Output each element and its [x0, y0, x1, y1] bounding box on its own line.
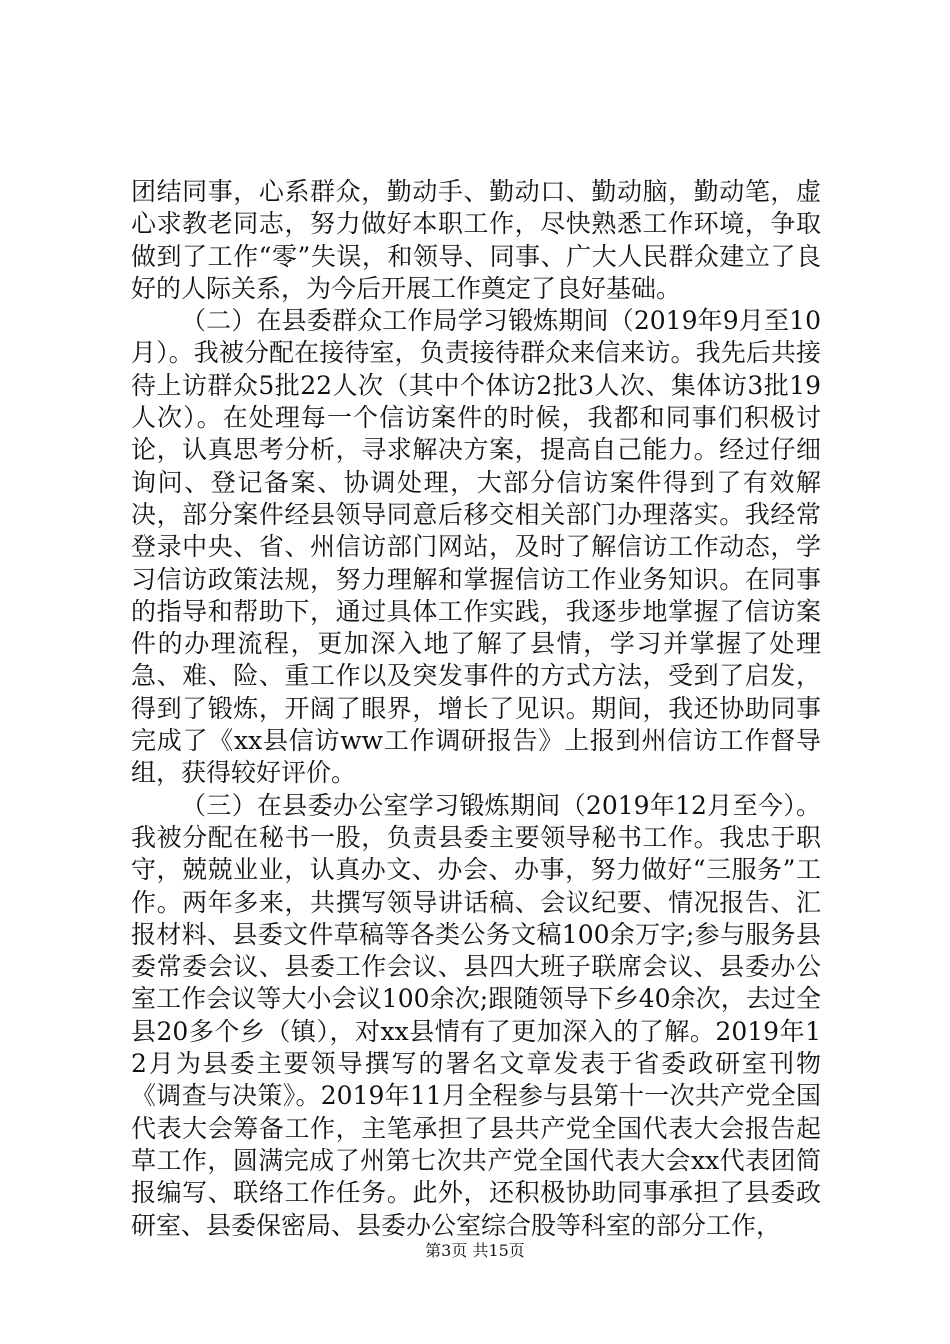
paragraph-section-two: （二）在县委群众工作局学习锻炼期间（2019年9月至10月）。我被分配在接待室，负责接待群众来信来访。我先后共接待上访群众5批22人次（其中个体访2批3人次、集体访3批19人次）。在处理每一个信访案件的时候，我都和同事们积极讨论，认真思考分析，寻求解决方案，提高自己能力。经过仔细询问、登记备案、协调处理，大部分信访案件得到了有效解决，部分案件经县领导同意后移交相关部门办理落实。我经常登录中央、省、州信访部门网站，及时了解信访工作动态，学习信访政策法规，努力理解和掌握信访工作业务知识。在同事的指导和帮助下，通过具体工作实践，我逐步地掌握了信访案件的办理流程，更加深入地了解了县情，学习并掌握了处理急、难、险、重工作以及突发事件的方式方法，受到了启发，得到了锻炼，开阔了眼界，增长了见识。期间，我还协助同事完成了《xx县信访ww工作调研报告》上报到州信访工作督导组，获得较好评价。 [131, 306, 821, 788]
paragraph-section-three: （三）在县委办公室学习锻炼期间（2019年12月至今）。我被分配在秘书一股，负责县委主要领导秘书工作。我忠于职守，兢兢业业，认真办文、办会、办事，努力做好“三服务”工作。两年多来，共撰写领导讲话稿、会议纪要、情况报告、汇报材料、县委文件草稿等各类公务文稿100余万字;参与服务县委常委会议、县委工作会议、县四大班子联席会议、县委办公室工作会议等大小会议100余次;跟随领导下乡40余次，去过全县20多个乡（镇），对xx县情有了更加深入的了解。2019年12月为县委主要领导撰写的署名文章发表于省委政研室刊物《调查与决策》。2019年11月全程参与县第十一次共产党全国代表大会筹备工作，主笔承担了县共产党全国代表大会报告起草工作，圆满完成了州第七次共产党全国代表大会xx代表团简报编写、联络工作任务。此外，还积极协助同事承担了县委政研室、县委保密局、县委办公室综合股等科室的部分工作， [131, 790, 821, 1240]
body-text [131, 176, 821, 1242]
page-number-footer: 第3页 共15页 [425, 1241, 525, 1260]
paragraph-continuation: 团结同事，心系群众，勤动手、勤动口、勤动脑，勤动笔，虚心求教老同志，努力做好本职工作，尽快熟悉工作环境，争取做到了工作“零”失误，和领导、同事、广大人民群众建立了良好的人际关系，为今后开展工作奠定了良好基础。 [131, 177, 821, 303]
